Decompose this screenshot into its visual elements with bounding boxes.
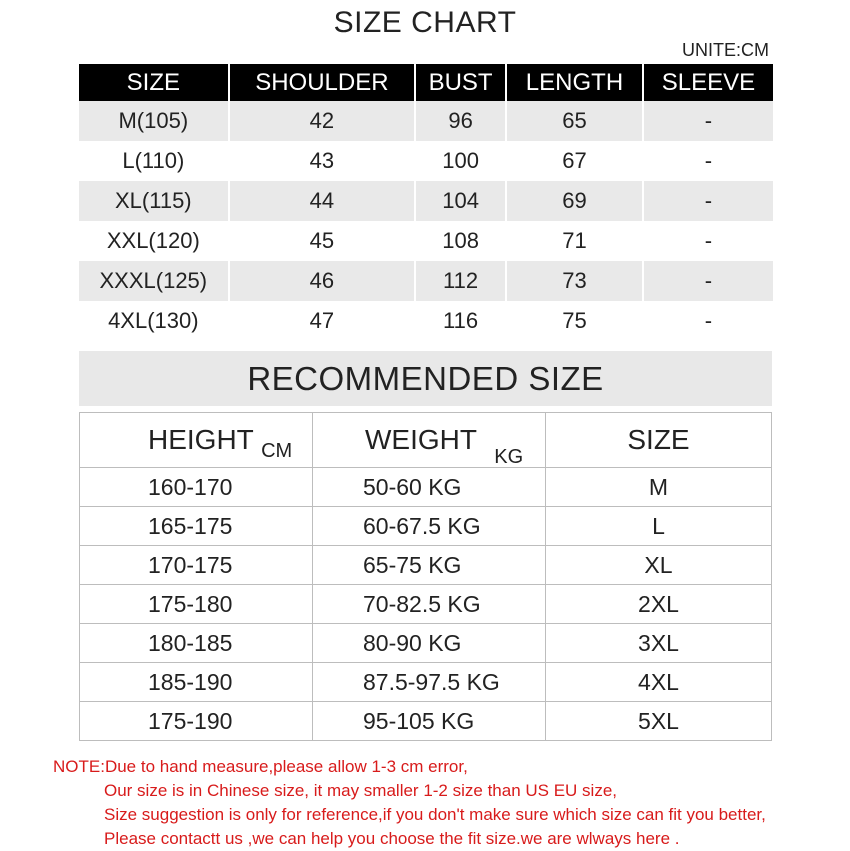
- column-header: BUST: [415, 64, 506, 101]
- table-cell: 95-105 KG: [313, 702, 546, 741]
- table-row: [80, 585, 772, 624]
- table-cell: 71: [506, 221, 643, 261]
- table-cell: 165-175: [80, 507, 313, 546]
- table-row: [80, 468, 772, 507]
- table-cell: 112: [415, 261, 506, 301]
- table-cell: 42: [229, 101, 415, 141]
- table-cell: 160-170: [80, 468, 313, 507]
- table-header-row: [79, 64, 773, 101]
- table-cell: 50-60 KG: [313, 468, 546, 507]
- table-cell: 80-90 KG: [313, 624, 546, 663]
- recommended-size-banner: RECOMMENDED SIZE: [79, 351, 772, 406]
- height-unit-label: CM: [261, 440, 293, 462]
- table-cell: 60-67.5 KG: [313, 507, 546, 546]
- size-header: SIZE: [546, 413, 772, 468]
- table-cell: 65: [506, 101, 643, 141]
- height-header: [80, 413, 313, 468]
- table-cell: M(105): [79, 101, 229, 141]
- table-row: [79, 101, 773, 141]
- table-cell: L(110): [79, 141, 229, 181]
- recommended-size-table: [79, 412, 772, 741]
- note-text: Due to hand measure,please allow 1-3 cm error,: [104, 757, 468, 776]
- page-title: SIZE CHART: [333, 6, 517, 39]
- table-cell: XL: [546, 546, 772, 585]
- note-prefix: NOTE:: [53, 757, 105, 776]
- table-row: [79, 261, 773, 301]
- table-cell: 185-190: [80, 663, 313, 702]
- table-cell: -: [643, 261, 773, 301]
- table-cell: L: [546, 507, 772, 546]
- table-cell: 87.5-97.5 KG: [313, 663, 546, 702]
- weight-header: [313, 413, 546, 468]
- table-cell: 73: [506, 261, 643, 301]
- note-line: Size suggestion is only for reference,if you don't make sure which size can fit you better,: [104, 805, 766, 824]
- weight-header-label: WEIGHT: [365, 424, 477, 455]
- table-cell: XXXL(125): [79, 261, 229, 301]
- table-cell: 69: [506, 181, 643, 221]
- table-cell: 43: [229, 141, 415, 181]
- table-cell: 4XL(130): [79, 301, 229, 341]
- table-cell: -: [643, 101, 773, 141]
- column-header: SHOULDER: [229, 64, 415, 101]
- table-cell: XL(115): [79, 181, 229, 221]
- table-cell: 108: [415, 221, 506, 261]
- unit-label: UNITE:CM: [682, 40, 769, 60]
- table-row: [79, 221, 773, 261]
- weight-unit-label: KG: [494, 446, 524, 468]
- table-cell: 170-175: [80, 546, 313, 585]
- table-row: [80, 663, 772, 702]
- table-row: [80, 702, 772, 741]
- note-line: Our size is in Chinese size, it may smaller 1-2 size than US EU size,: [104, 781, 618, 800]
- table-cell: M: [546, 468, 772, 507]
- note-block: [53, 755, 766, 851]
- table-row: [79, 301, 773, 341]
- table-cell: 2XL: [546, 585, 772, 624]
- table-cell: -: [643, 141, 773, 181]
- table-cell: 4XL: [546, 663, 772, 702]
- table-cell: 46: [229, 261, 415, 301]
- table-cell: 44: [229, 181, 415, 221]
- table-cell: 47: [229, 301, 415, 341]
- table-cell: 65-75 KG: [313, 546, 546, 585]
- column-header: SIZE: [79, 64, 229, 101]
- table-row: [79, 141, 773, 181]
- table-cell: 96: [415, 101, 506, 141]
- table-cell: 175-190: [80, 702, 313, 741]
- column-header: SLEEVE: [643, 64, 773, 101]
- table-cell: 5XL: [546, 702, 772, 741]
- table-cell: 3XL: [546, 624, 772, 663]
- table-header-row: [80, 413, 772, 468]
- table-cell: 75: [506, 301, 643, 341]
- table-cell: 180-185: [80, 624, 313, 663]
- table-cell: 45: [229, 221, 415, 261]
- table-cell: 116: [415, 301, 506, 341]
- table-row: [80, 546, 772, 585]
- table-row: [79, 181, 773, 221]
- note-line: Please contactt us ,we can help you choose the fit size.we are wlways here .: [104, 829, 680, 848]
- table-cell: 104: [415, 181, 506, 221]
- table-cell: XXL(120): [79, 221, 229, 261]
- table-cell: 100: [415, 141, 506, 181]
- table-cell: -: [643, 181, 773, 221]
- size-chart-table: [79, 64, 773, 341]
- table-cell: 175-180: [80, 585, 313, 624]
- table-row: [80, 624, 772, 663]
- table-cell: -: [643, 221, 773, 261]
- column-header: LENGTH: [506, 64, 643, 101]
- table-row: [80, 507, 772, 546]
- table-cell: 70-82.5 KG: [313, 585, 546, 624]
- height-header-label: HEIGHT: [148, 424, 254, 455]
- note-line: [53, 755, 766, 779]
- table-cell: -: [643, 301, 773, 341]
- table-cell: 67: [506, 141, 643, 181]
